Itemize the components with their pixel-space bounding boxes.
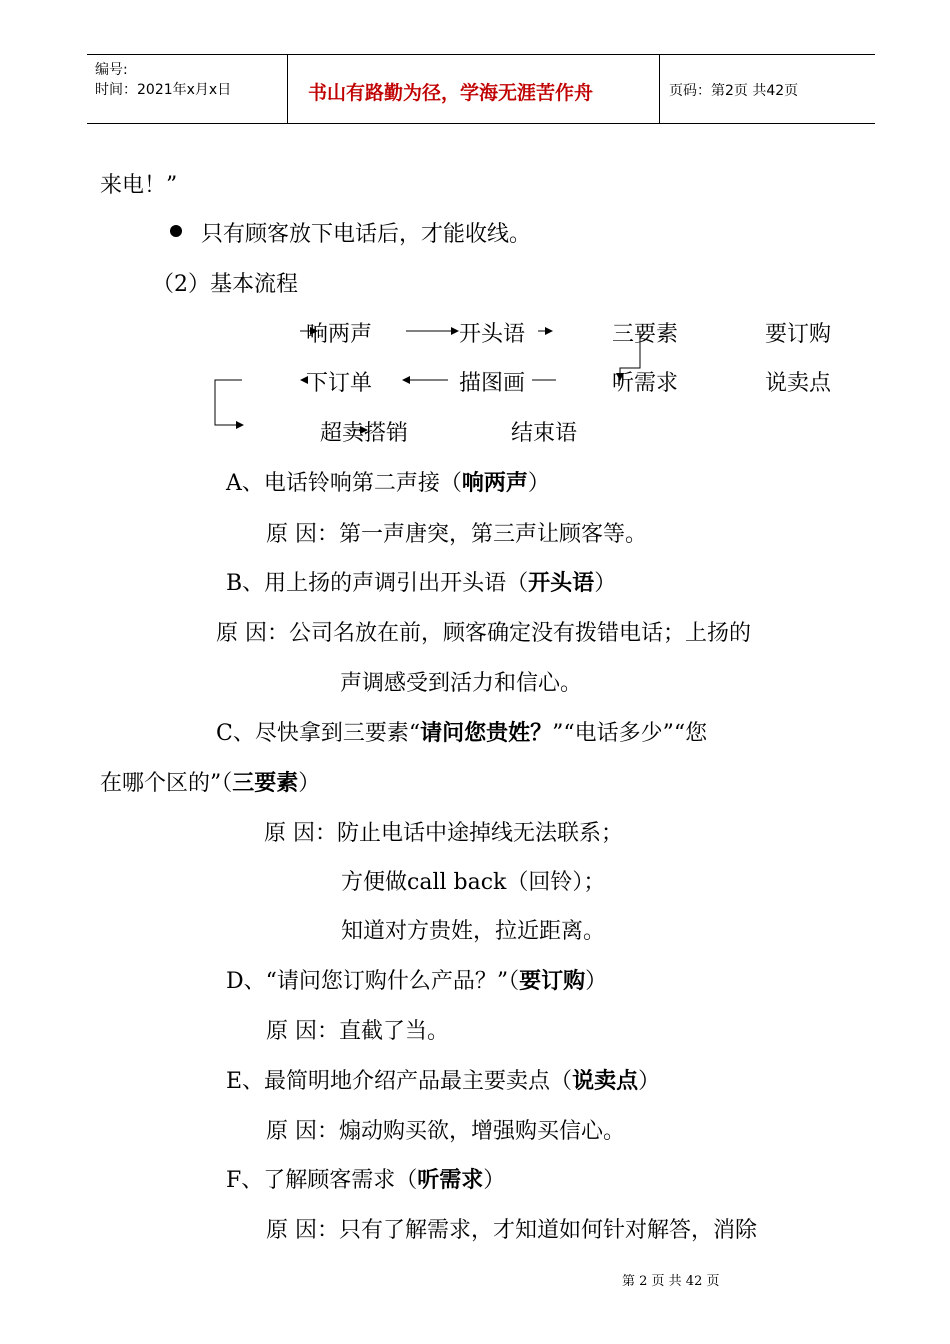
flow-diagram-lines [0,0,950,470]
reason-text: 原 因：公司名放在前，顾客确定没有拨错电话；上扬的 [216,621,751,646]
flow-step: 三要素 [612,322,679,347]
reason-text: 声调感受到活力和信心。 [340,671,583,696]
reason-text: 知道对方贵姓，拉近距离。 [341,919,606,944]
reason-text: 原 因：直截了当。 [266,1019,449,1044]
item-heading-b: B、用上扬的声调引出开头语（开头语） [226,571,617,596]
header-time-label: 时间：2021年x月x日 [95,82,232,98]
reason-text: 方便做call back（回铃）； [341,870,606,895]
flow-step: 开头语 [459,322,526,347]
bullet-text: 只有顾客放下电话后，才能收线。 [201,222,532,247]
item-heading-c-cont: 在哪个区的”（三要素） [100,771,321,796]
page-footer: 第 2 页 共 42 页 [622,1274,720,1289]
item-heading-e: E、最简明地介绍产品最主要卖点（说卖点） [226,1069,661,1094]
header-page-label: 页码：第2页 共42页 [669,83,799,99]
reason-text: 原 因：只有了解需求，才知道如何针对解答，消除 [266,1218,757,1243]
reason-text: 原 因：防止电话中途掉线无法联系； [264,821,623,846]
continuation-text: 来电！” [100,173,178,198]
section-title: （2）基本流程 [152,272,298,297]
header-motto: 书山有路勤为径，学海无涯苦作舟 [308,82,594,104]
flow-step: 要订购 [765,322,832,347]
item-heading-f: F、了解顾客需求（听需求） [226,1168,506,1193]
item-heading-c: C、尽快拿到三要素“请问您贵姓？”“电话多少”“您 [216,721,708,746]
header-number-label: 编号: [95,62,128,78]
flow-step: 响两声 [306,322,373,347]
reason-text: 原 因：煽动购买欲，增强购买信心。 [266,1119,625,1144]
flow-step: 结束语 [511,421,578,446]
flow-step: 下订单 [306,371,373,396]
flow-step: 超卖搭销 [320,421,409,446]
flow-step: 描图画 [459,371,526,396]
item-heading-d: D、“请问您订购什么产品？”（要订购） [226,969,608,994]
flow-step: 说卖点 [765,371,832,396]
item-heading-a: A、电话铃响第二声接（响两声） [226,471,550,496]
flow-step: 听需求 [612,371,679,396]
reason-text: 原 因：第一声唐突，第三声让顾客等。 [266,522,647,547]
